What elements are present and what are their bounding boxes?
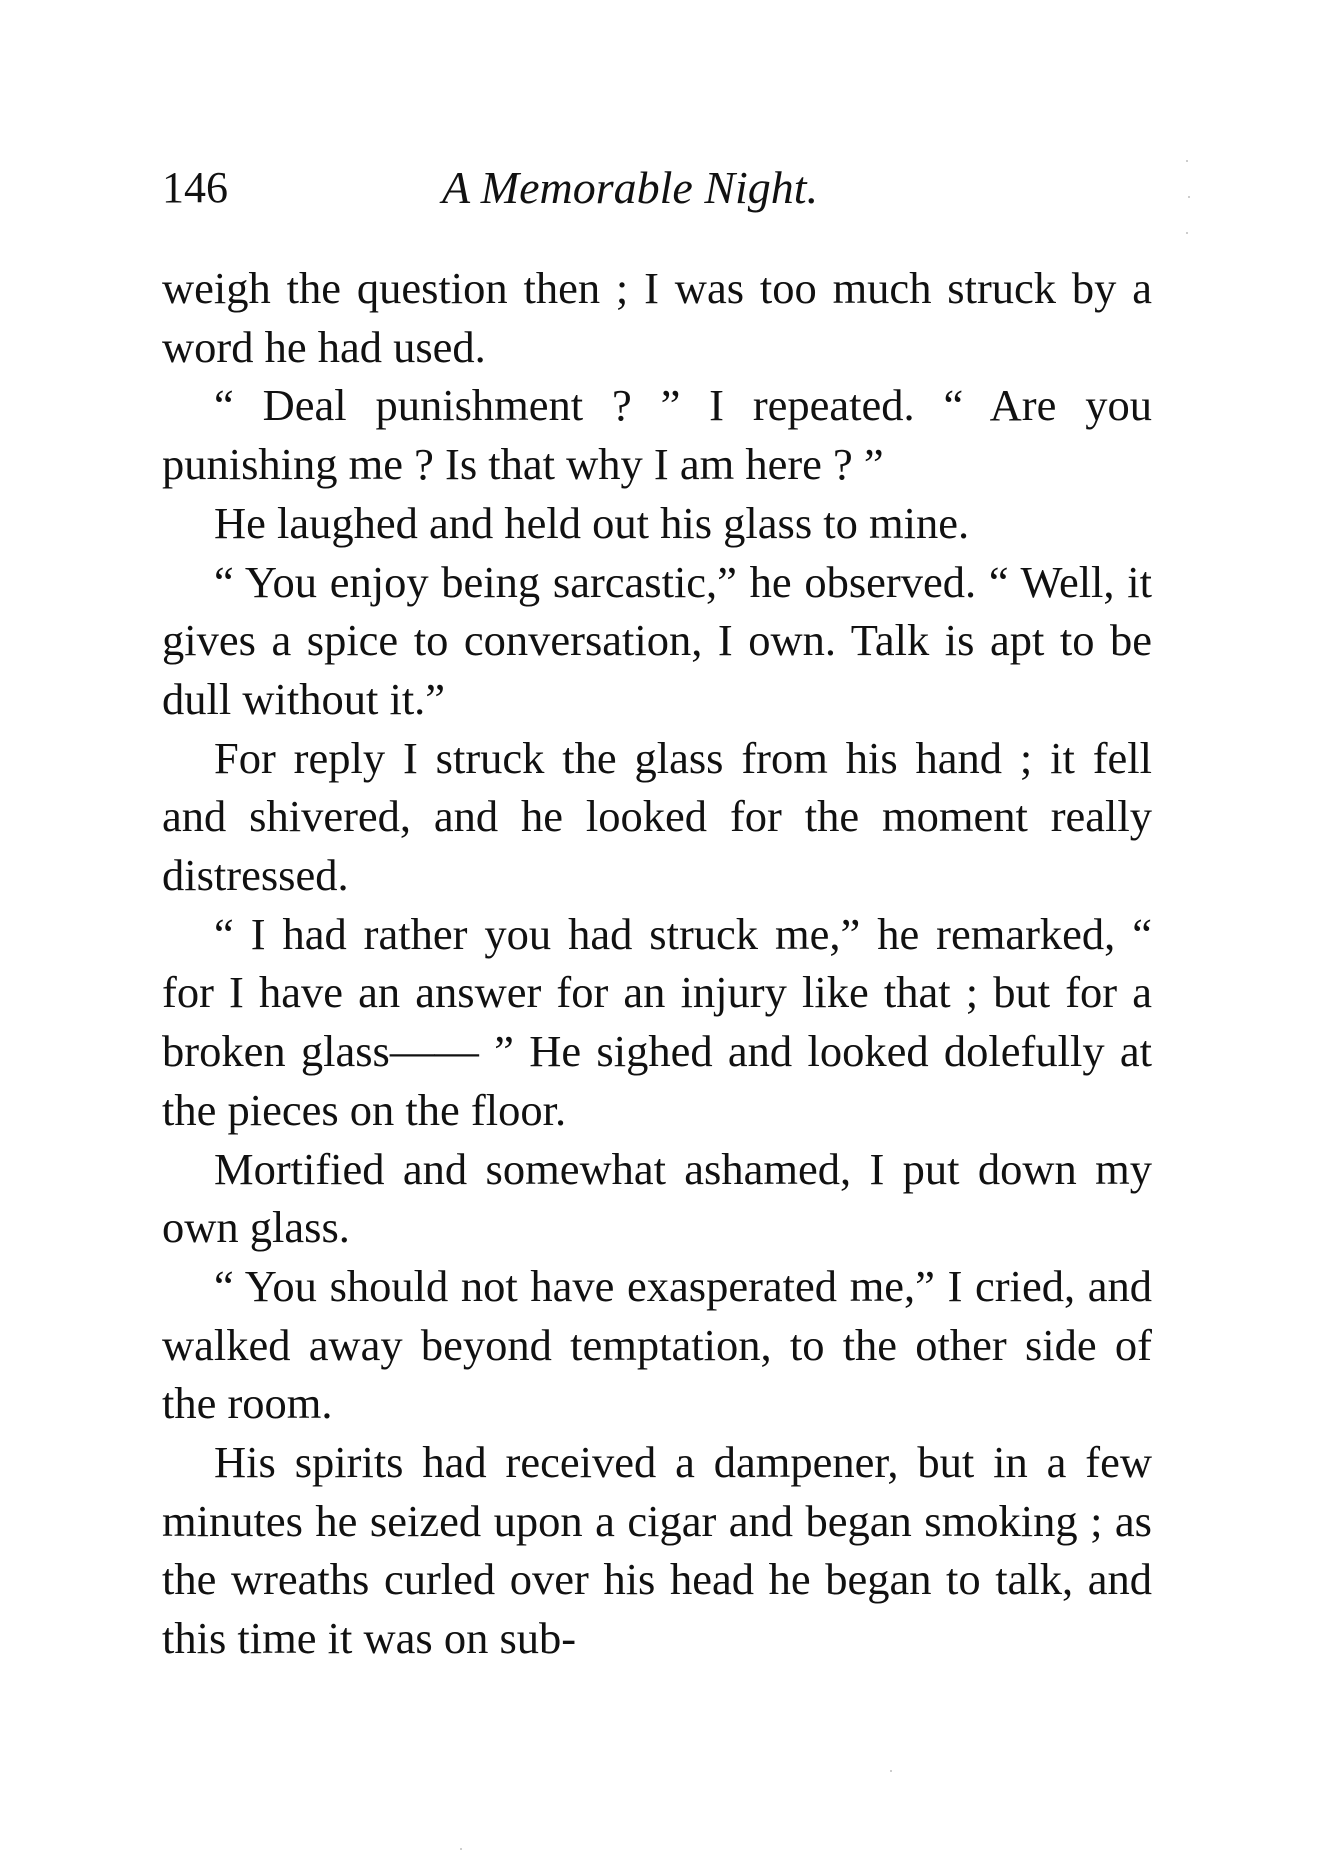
page-header [162, 158, 1152, 218]
paragraph: weigh the question then ; I was too much struck by a word he had used. [162, 263, 1152, 372]
paragraph: “ Deal punishment ? ” I repeated. “ Are you punishing me ? Is that why I am here ? ” [162, 380, 1152, 490]
paragraph: “ You should not have exasperated me,” I cried, and walked away beyond temptation, to the other side of the room. [162, 1260, 1152, 1429]
paragraph: “ You enjoy being sarcastic,” he observed. “ Well, it gives a spice to conversation, I own. Talk is apt to be dull without it.” [162, 556, 1152, 724]
scan-speck [890, 1770, 892, 1772]
scan-speck [460, 1848, 462, 1850]
scan-speck [1188, 196, 1190, 198]
page-number: 146 [162, 163, 228, 212]
paragraph: For reply I struck the glass from his hand ; it fell and shivered, and he looked for the moment really distressed. [162, 732, 1152, 901]
running-title: A Memorable Night. [442, 162, 819, 213]
body-text [162, 259, 1152, 1668]
paragraph: “ I had rather you had struck me,” he remarked, “ for I have an answer for an injury like that ; but for a broken glass—— ” He sighed and looked dolefully at the pieces on the floor. [162, 908, 1152, 1135]
paragraph: He laughed and held out his glass to mine. [214, 497, 970, 548]
scan-speck [1186, 232, 1188, 234]
scan-speck [1186, 160, 1188, 162]
paragraph: Mortified and somewhat ashamed, I put down my own glass. [162, 1143, 1152, 1253]
paragraph: His spirits had received a dampener, but in a few minutes he seized upon a cigar and began smoking ; as the wreaths curled over his head he began to talk, and this time it was on sub- [162, 1437, 1152, 1664]
